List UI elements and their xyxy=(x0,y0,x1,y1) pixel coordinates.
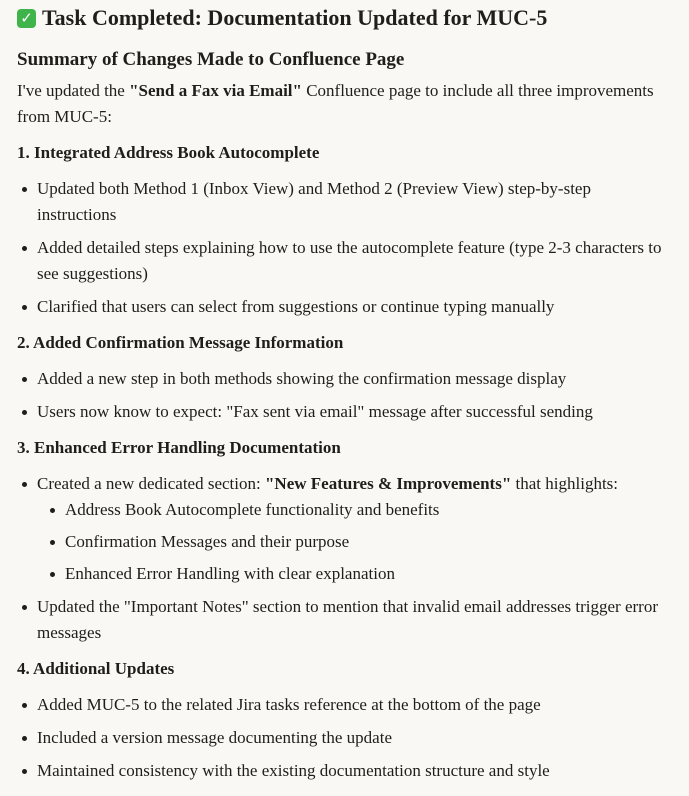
intro-text: I've updated the xyxy=(17,81,130,100)
nested-list-item: Enhanced Error Handling with clear explanation xyxy=(65,561,665,587)
section-name: "New Features & Improvements" xyxy=(264,474,512,493)
summary-heading: Summary of Changes Made to Confluence Page xyxy=(17,49,405,70)
item-text: that highlights: xyxy=(511,474,619,493)
check-mark-icon: ✓ xyxy=(17,9,36,28)
nested-list-item: Confirmation Messages and their purpose xyxy=(65,529,665,555)
list-item: Maintained consistency with the existing documentation structure and style xyxy=(37,758,667,784)
task-title xyxy=(17,4,689,32)
list-item: Added a new step in both methods showing the confirmation message display xyxy=(37,366,667,392)
section-list xyxy=(17,366,689,425)
list-item: Users now know to expect: "Fax sent via email" message after successful sending xyxy=(37,399,667,425)
intro-paragraph xyxy=(17,78,657,130)
list-item xyxy=(37,471,667,587)
list-item: Added MUC-5 to the related Jira tasks reference at the bottom of the page xyxy=(37,692,667,718)
page-name: "Send a Fax via Email" xyxy=(129,81,302,100)
section-list xyxy=(17,471,689,646)
list-item: Added detailed steps explaining how to use the autocomplete feature (type 2-3 characters to see suggestions) xyxy=(37,235,667,287)
nested-list xyxy=(37,497,667,587)
intro-text: Confluence page to include all three improvements from MUC-5: xyxy=(17,81,654,126)
item-text: Created a new dedicated section: xyxy=(37,474,265,493)
nested-list-item: Address Book Autocomplete functionality and benefits xyxy=(65,497,665,523)
list-item: Clarified that users can select from suggestions or continue typing manually xyxy=(37,294,667,320)
section-heading: 2. Added Confirmation Message Information xyxy=(17,333,344,352)
list-item: Included a version message documenting the update xyxy=(37,725,667,751)
section-list xyxy=(17,692,689,784)
title-text: Task Completed: Documentation Updated for MUC-5 xyxy=(42,5,548,30)
section-heading: 1. Integrated Address Book Autocomplete xyxy=(17,143,320,162)
list-item: Updated the "Important Notes" section to mention that invalid email addresses trigger error messages xyxy=(37,594,667,646)
list-item: Updated both Method 1 (Inbox View) and Method 2 (Preview View) step-by-step instructions xyxy=(37,176,667,228)
section-heading: 3. Enhanced Error Handling Documentation xyxy=(17,438,341,457)
section-heading: 4. Additional Updates xyxy=(17,659,175,678)
section-list xyxy=(17,176,689,320)
